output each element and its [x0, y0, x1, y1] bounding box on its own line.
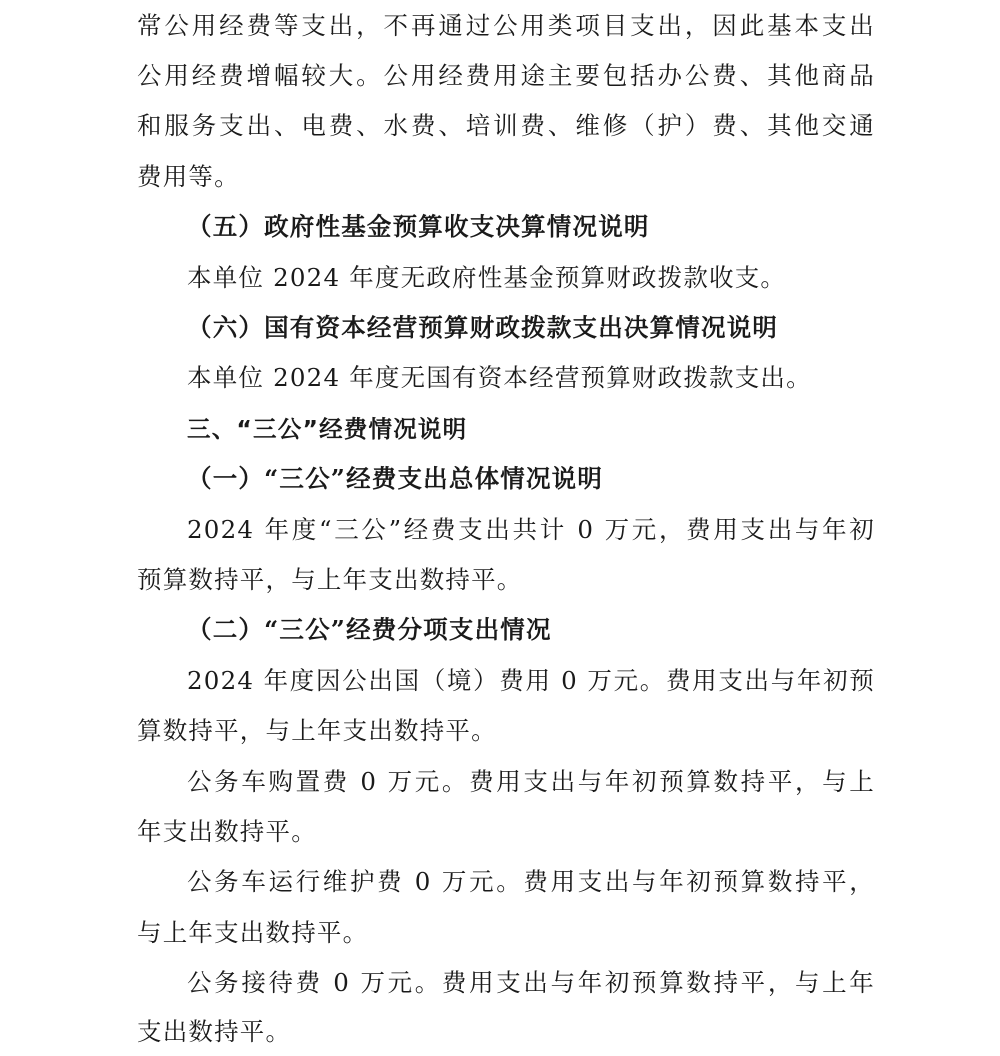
paragraph-line: 与上年支出数持平。: [137, 918, 369, 947]
paragraph-line: 公务车运行维护费 0 万元。费用支出与年初预算数持平，: [187, 867, 875, 896]
paragraph-line: 公务车购置费 0 万元。费用支出与年初预算数持平，与上: [187, 767, 875, 796]
section-heading-1: （一）“三公”经费支出总体情况说明: [187, 464, 604, 493]
paragraph-line: 算数持平，与上年支出数持平。: [137, 716, 497, 745]
paragraph-line: 费用等。: [137, 162, 240, 191]
section-heading-5: （五）政府性基金预算收支决算情况说明: [187, 212, 650, 241]
paragraph-line: 本单位 2024 年度无政府性基金预算财政拨款收支。: [187, 263, 787, 292]
paragraph-line: 预算数持平，与上年支出数持平。: [137, 565, 523, 594]
chapter-heading-3: 三、“三公”经费情况说明: [187, 415, 468, 443]
paragraph-line: 年支出数持平。: [137, 817, 317, 846]
paragraph-line: 支出数持平。: [137, 1017, 292, 1046]
section-heading-2: （二）“三公”经费分项支出情况: [187, 615, 552, 644]
paragraph-line: 公用经费增幅较大。公用经费用途主要包括办公费、其他商品: [137, 61, 875, 90]
section-heading-6: （六）国有资本经营预算财政拨款支出决算情况说明: [187, 313, 779, 342]
paragraph-line: 和服务支出、电费、水费、培训费、维修（护）费、其他交通: [137, 111, 875, 140]
paragraph-line: 公务接待费 0 万元。费用支出与年初预算数持平，与上年: [187, 968, 875, 997]
paragraph-line: 2024 年度因公出国（境）费用 0 万元。费用支出与年初预: [187, 666, 875, 695]
paragraph-line: 本单位 2024 年度无国有资本经营预算财政拨款支出。: [187, 363, 812, 392]
paragraph-line: 常公用经费等支出，不再通过公用类项目支出，因此基本支出: [137, 11, 875, 40]
paragraph-line: 2024 年度“三公”经费支出共计 0 万元，费用支出与年初: [187, 515, 875, 544]
